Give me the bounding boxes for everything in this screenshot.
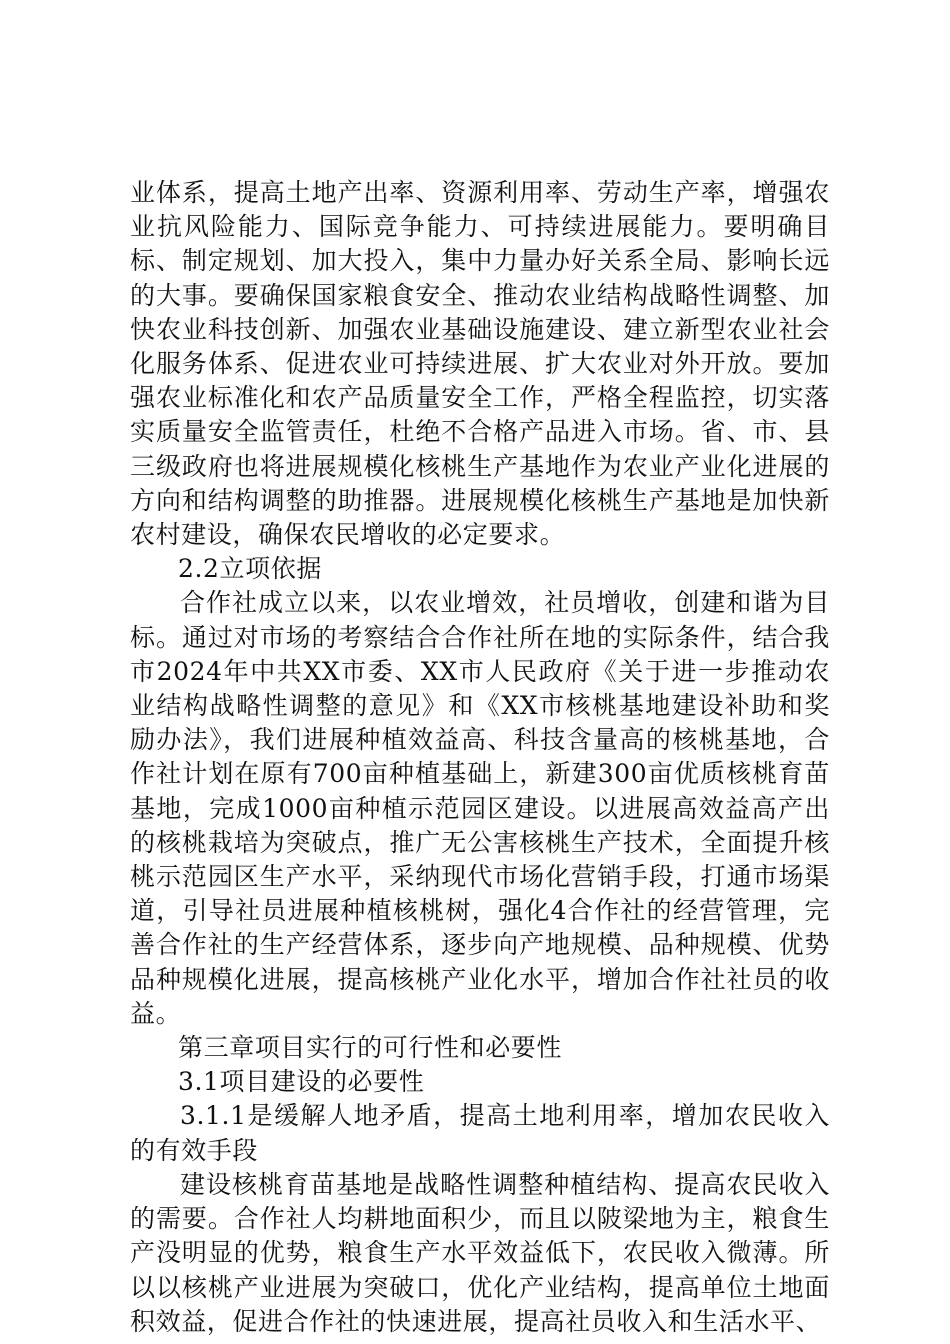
subsection-heading-3-1-1: 3.1.1是缓解人地矛盾，提高土地利用率，增加农民收入的有效手段 bbox=[130, 1101, 830, 1165]
paragraph-walnut-nursery: 建设核桃育苗基地是战略性调整种植结构、提高农民收入的需要。合作社人均耕地面积少，而且以陂梁地为主，粮食生产没明显的优势，粮食生产水平效益低下，农民收入微薄。所以以核桃产业进展为突破口，优化产业结构，提高单位土地面积效益，促进合作社的快速进展，提高社员收入和生活水平、 bbox=[130, 1169, 830, 1336]
section-heading-2-2: 2.2立项依据 bbox=[178, 554, 322, 584]
paragraph-agriculture-system: 业体系，提高土地产出率、资源利用率、劳动生产率，增强农业抗风险能力、国际竞争能力、可持续进展能力。要明确目标、制定规划、加大投入，集中力量办好关系全局、影响长远的大事。要确保国家粮食安全、推动农业结构战略性调整、加快农业科技创新、加强农业基础设施建设、建立新型农业社会化服务体系、促进农业可持续进展、扩大农业对外开放。要加强农业标准化和农产品质量安全工作，严格全程监控，切实落实质量安全监管责任，杜绝不合格产品进入市场。省、市、县三级政府也将进展规模化核桃生产基地作为农业产业化进展的方向和结构调整的助推器。进展规模化核桃生产基地是加快新农村建设，确保农民增收的必定要求。 bbox=[130, 178, 830, 550]
paragraph-project-basis: 合作社成立以来，以农业增效，社员增收，创建和谐为目标。通过对市场的考察结合合作社所在地的实际条件，结合我市2024年中共XX市委、XX市人民政府《关于进一步推动农业结构战略性调整的意见》和《XX市核桃基地建设补助和奖励办法》，我们进展种植效益高、科技含量高的核桃基地，合作社计划在原有700亩种植基础上，新建300亩优质核桃育苗基地，完成1000亩种植示范园区建设。以进展高效益高产出的核桃栽培为突破点，推广无公害核桃生产技术，全面提升核桃示范园区生产水平，采纳现代市场化营销手段，打通市场渠道，引导社员进展种植核桃树，强化4合作社的经营管理，完善合作社的生产经营体系，逐步向产地规模、品种规模、优势品种规模化进展，提高核桃产业化水平，增加合作社社员的收益。 bbox=[130, 588, 830, 1028]
section-heading-3-1: 3.1项目建设的必要性 bbox=[178, 1067, 425, 1097]
chapter-heading-3: 第三章项目实行的可行性和必要性 bbox=[178, 1033, 563, 1063]
document-body bbox=[130, 176, 830, 1339]
